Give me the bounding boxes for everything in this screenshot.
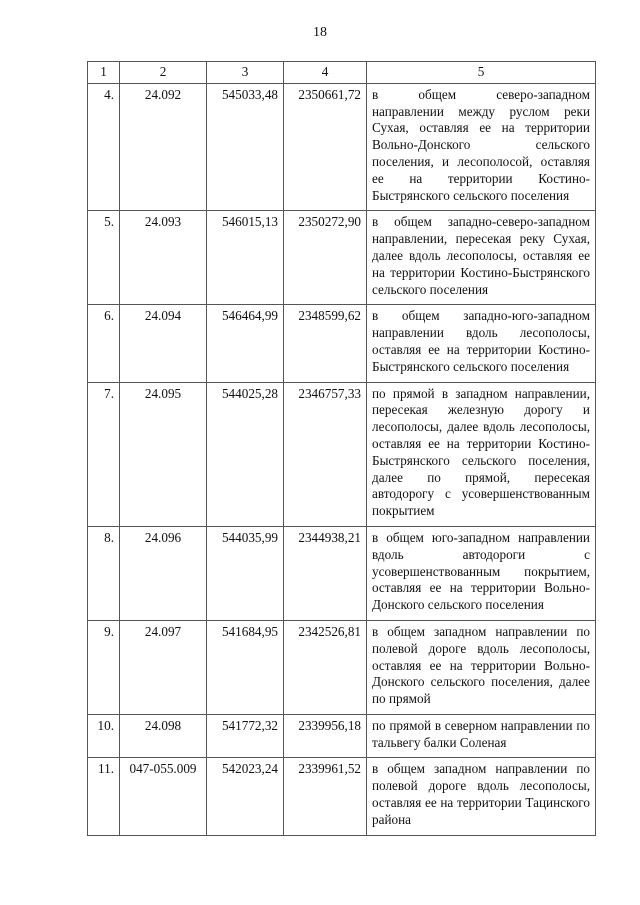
page-number: 18 [313,25,327,40]
row-number: 10. [88,714,120,758]
row-number: 6. [88,305,120,382]
boundary-description-table [87,61,596,836]
boundary-description: в общем западном направлении по полевой дороге вдоль лесополосы, оставляя ее на территории Тацинского района [367,758,596,835]
boundary-description: по прямой в западном направлении, пересекая железную дорогу и лесополосы, далее вдоль лесополосы, оставляя ее на территории Костино-Быстрянского сельского поселения, далее по прямой, пересекая автодорогу с усовершенствованным покрытием [367,382,596,526]
row-number: 9. [88,620,120,714]
boundary-description: в общем западно-северо-западном направлении, пересекая реку Сухая, далее вдоль лесополосы, оставляя ее на территории Костино-Быстрянского сельского поселения [367,211,596,305]
table-row [88,714,596,758]
table-row [88,83,596,211]
row-number: 4. [88,83,120,211]
coordinate-x: 546015,13 [207,211,284,305]
boundary-description: в общем западно-юго-западном направлении вдоль лесополосы, оставляя ее на территории Костино-Быстрянского сельского поселения [367,305,596,382]
table-row [88,620,596,714]
boundary-description: в общем юго-западном направлении вдоль автодороги с усовершенствованным покрытием, оставляя ее на территории Вольно-Донского сельского поселения [367,526,596,620]
coordinate-x: 546464,99 [207,305,284,382]
coordinate-y: 2342526,81 [284,620,367,714]
boundary-description: в общем западном направлении по полевой дороге вдоль лесополосы, оставляя ее на территории Вольно-Донского сельского поселения, далее по прямой [367,620,596,714]
point-id: 24.097 [120,620,207,714]
coordinate-y: 2348599,62 [284,305,367,382]
point-id: 24.096 [120,526,207,620]
table-row [88,211,596,305]
coordinate-y: 2350661,72 [284,83,367,211]
column-header-5: 5 [367,62,596,84]
point-id: 24.095 [120,382,207,526]
row-number: 5. [88,211,120,305]
coordinate-y: 2344938,21 [284,526,367,620]
coordinate-x: 544025,28 [207,382,284,526]
column-header-2: 2 [120,62,207,84]
point-id: 047-055.009 [120,758,207,835]
column-header-1: 1 [88,62,120,84]
row-number: 11. [88,758,120,835]
coordinate-y: 2346757,33 [284,382,367,526]
coordinate-x: 542023,24 [207,758,284,835]
boundary-description: по прямой в северном направлении по тальвегу балки Соленая [367,714,596,758]
row-number: 7. [88,382,120,526]
point-id: 24.098 [120,714,207,758]
table-header-row [88,62,596,84]
row-number: 8. [88,526,120,620]
coordinate-y: 2350272,90 [284,211,367,305]
table-row [88,526,596,620]
point-id: 24.093 [120,211,207,305]
coordinate-x: 541684,95 [207,620,284,714]
table-row [88,758,596,835]
table-row [88,305,596,382]
point-id: 24.094 [120,305,207,382]
table-row [88,382,596,526]
coordinate-y: 2339961,52 [284,758,367,835]
column-header-4: 4 [284,62,367,84]
point-id: 24.092 [120,83,207,211]
coordinate-x: 541772,32 [207,714,284,758]
column-header-3: 3 [207,62,284,84]
boundary-description: в общем северо-западном направлении между руслом реки Сухая, оставляя ее на территории Вольно-Донского сельского поселения, и лесополосой, оставляя ее на территории Костино-Быстрянского сельского поселения [367,83,596,211]
coordinate-y: 2339956,18 [284,714,367,758]
coordinate-x: 544035,99 [207,526,284,620]
coordinate-x: 545033,48 [207,83,284,211]
